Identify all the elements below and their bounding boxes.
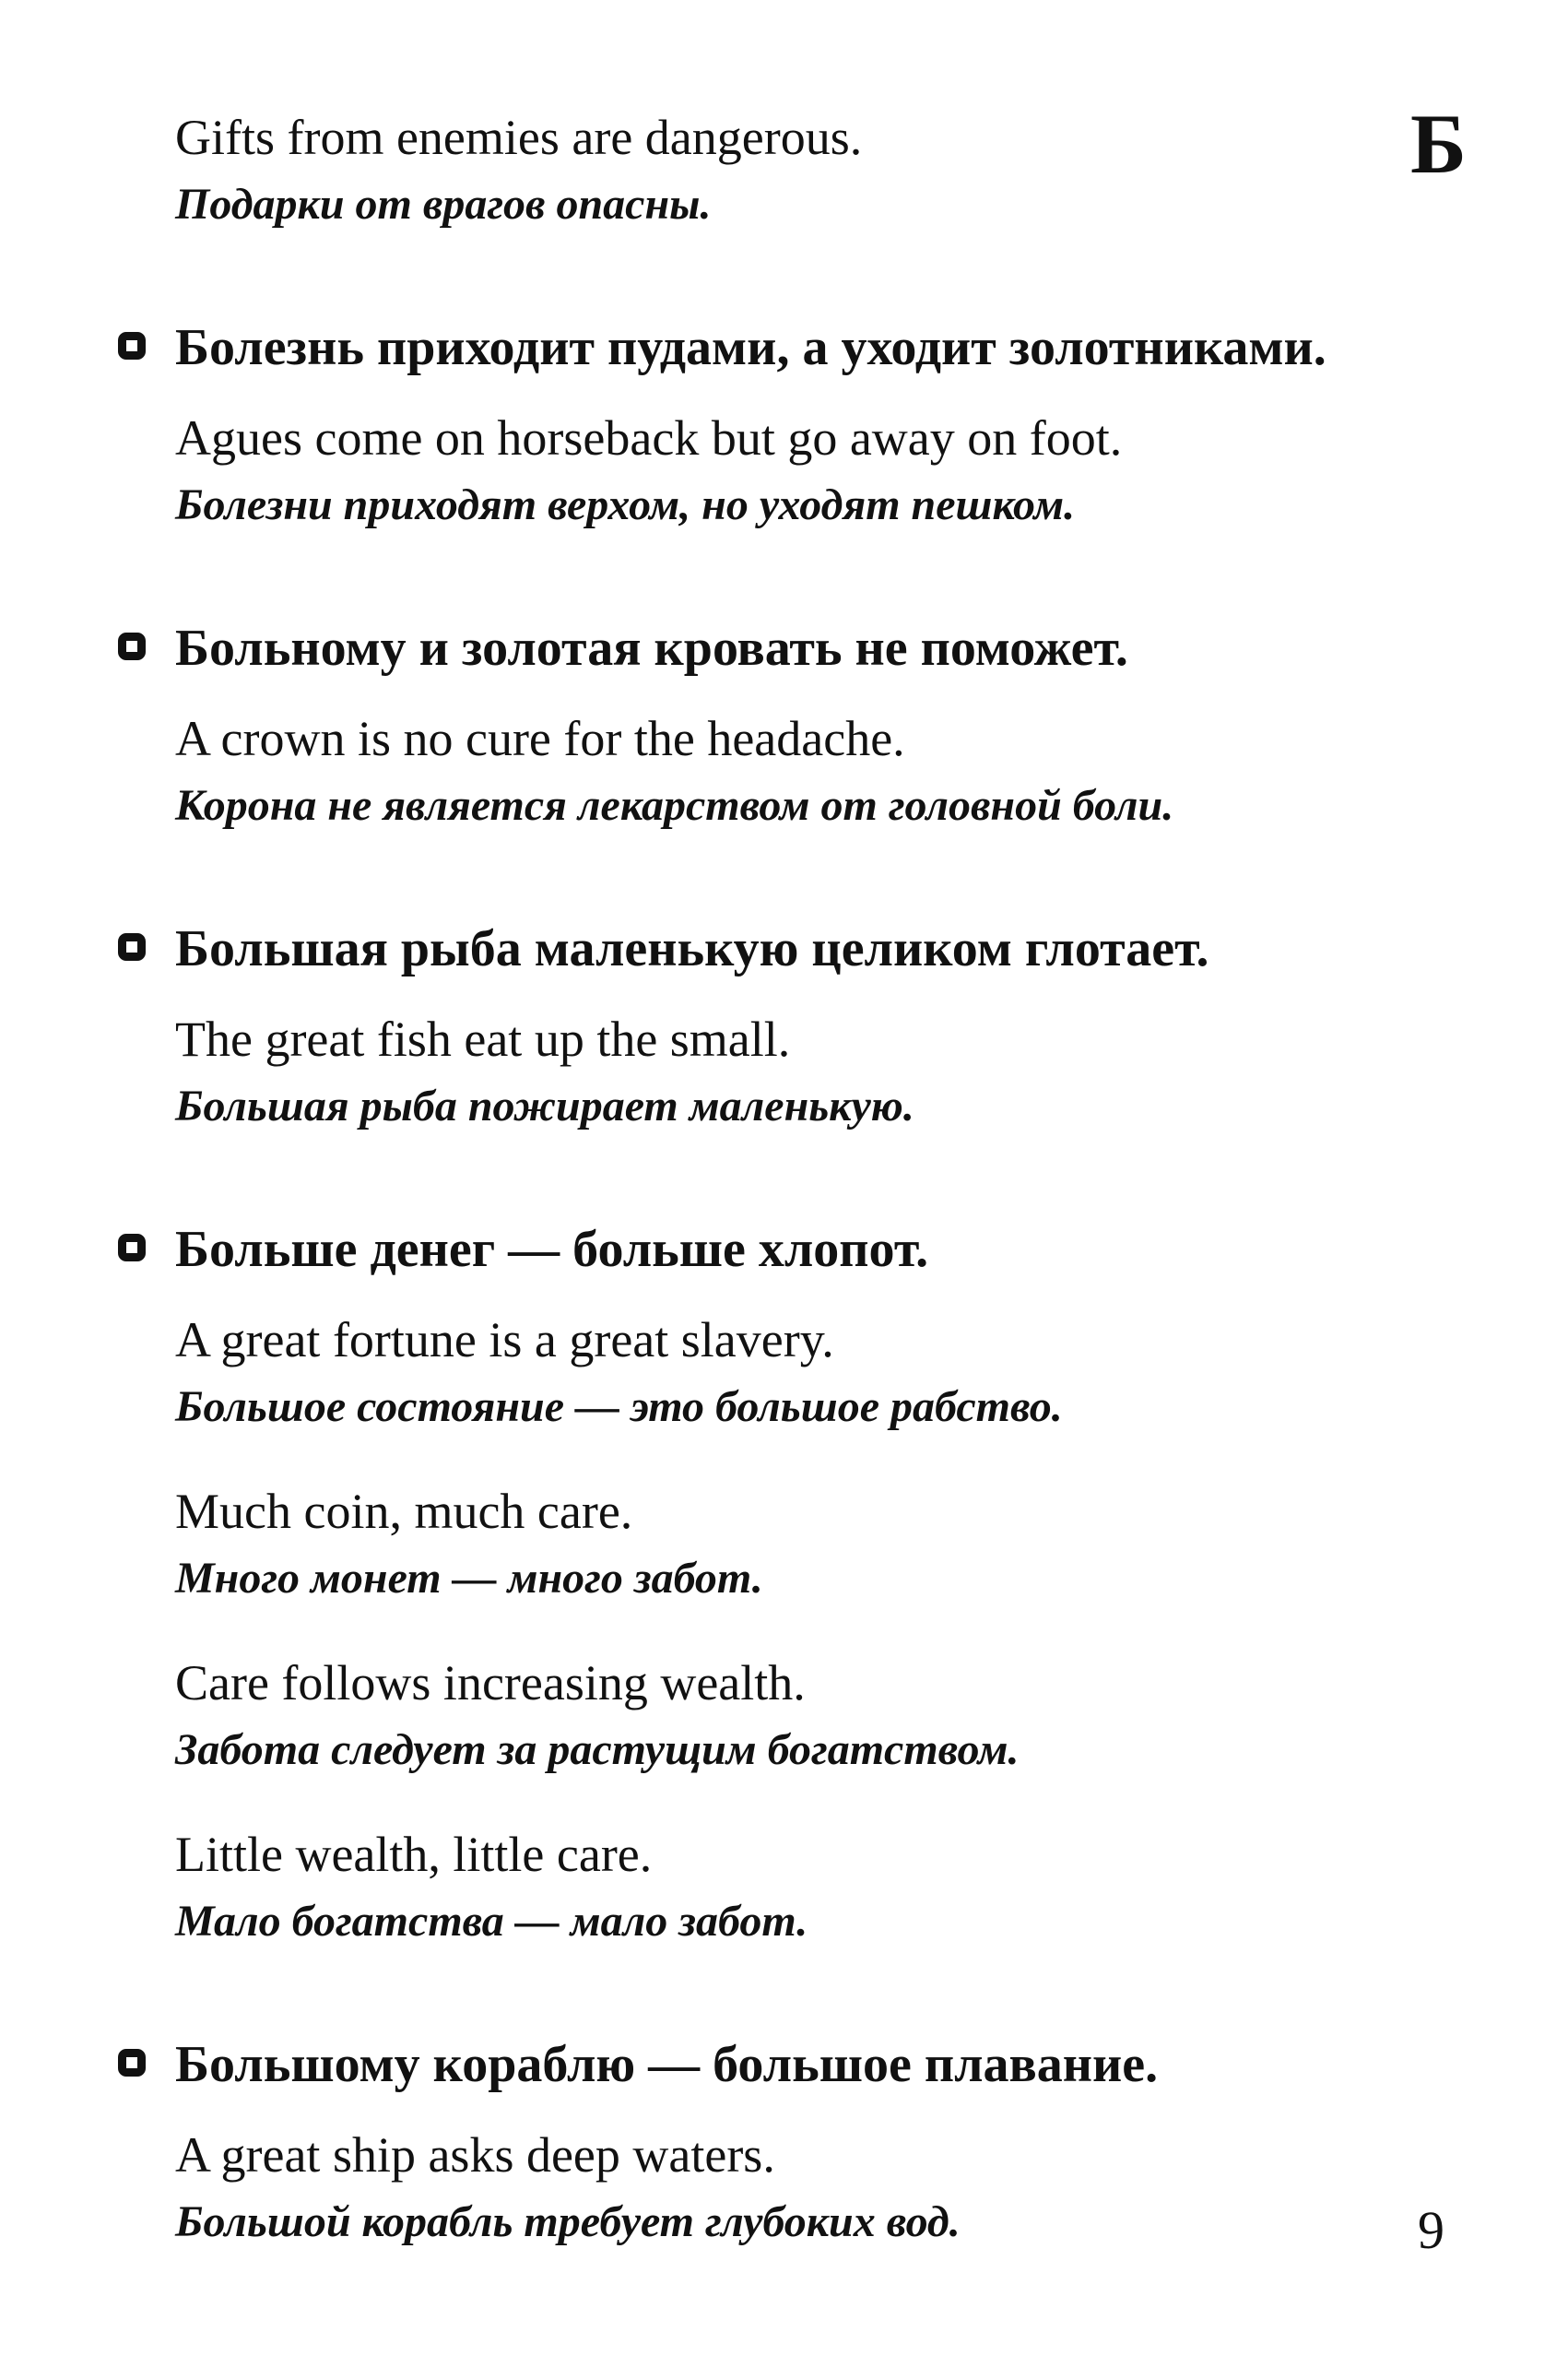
square-bullet-icon — [118, 1234, 146, 1261]
headline-text: Большому кораблю — большое плавание. — [175, 2036, 1159, 2093]
english-proverb: A great fortune is a great slavery. — [175, 1312, 834, 1367]
russian-translation: Много монет — много забот. — [175, 1554, 763, 1603]
proverb-entry — [109, 2030, 1390, 2255]
russian-translation: Забота следует за растущим богатством. — [175, 1725, 1020, 1774]
russian-translation: Большое состояние — это большое рабство. — [175, 1382, 1063, 1431]
page-number: 9 — [1418, 2200, 1444, 2260]
translation-pair — [175, 404, 1390, 539]
square-bullet-icon — [118, 933, 146, 961]
english-proverb: Little wealth, little care. — [175, 1827, 653, 1882]
headline-text: Большая рыба маленькую целиком глотает. — [175, 920, 1209, 977]
proverb-entry — [109, 614, 1390, 839]
headline-text: Больному и золотая кровать не поможет. — [175, 620, 1128, 677]
headline-text: Больше денег — больше хлопот. — [175, 1221, 929, 1278]
english-proverb: The great fish eat up the small. — [175, 1012, 791, 1067]
translation-pair — [175, 103, 1390, 238]
square-bullet-icon — [118, 332, 146, 360]
russian-translation: Большой корабль требует глубоких вод. — [175, 2197, 961, 2246]
translation-pair — [175, 704, 1390, 839]
translation-pair — [175, 1649, 1390, 1783]
translation-pair — [175, 1820, 1390, 1955]
russian-translation: Большая рыба пожирает маленькую. — [175, 1082, 914, 1130]
translation-pair — [175, 2121, 1390, 2255]
english-proverb: A great ship asks deep waters. — [175, 2127, 775, 2183]
proverb-entry — [109, 314, 1390, 539]
english-proverb: Agues come on horseback but go away on foot. — [175, 410, 1123, 466]
russian-translation: Корона не является лекарством от головной боли. — [175, 781, 1174, 830]
translation-pair — [175, 1477, 1390, 1612]
square-bullet-icon — [118, 2049, 146, 2077]
russian-proverb-headline — [109, 2030, 1390, 2099]
english-proverb: Much coin, much care. — [175, 1484, 633, 1539]
russian-proverb-headline — [109, 314, 1390, 382]
russian-translation: Подарки от врагов опасны. — [175, 180, 712, 229]
proverb-list — [109, 103, 1390, 2255]
russian-proverb-headline — [109, 614, 1390, 682]
russian-proverb-headline — [109, 915, 1390, 983]
proverb-entry — [109, 915, 1390, 1140]
russian-translation: Мало богатства — мало забот. — [175, 1897, 808, 1946]
russian-proverb-headline — [109, 1215, 1390, 1284]
section-letter: Б — [1410, 97, 1467, 191]
english-proverb: Care follows increasing wealth. — [175, 1655, 806, 1710]
english-proverb: A crown is no cure for the headache. — [175, 711, 905, 766]
russian-translation: Болезни приходят верхом, но уходят пешком. — [175, 480, 1076, 529]
square-bullet-icon — [118, 633, 146, 660]
proverb-entry — [109, 103, 1390, 238]
translation-pair — [175, 1005, 1390, 1140]
english-proverb: Gifts from enemies are dangerous. — [175, 110, 863, 165]
translation-pair — [175, 1306, 1390, 1440]
headline-text: Болезнь приходит пудами, а уходит золотниками. — [175, 319, 1326, 376]
proverb-entry — [109, 1215, 1390, 1955]
